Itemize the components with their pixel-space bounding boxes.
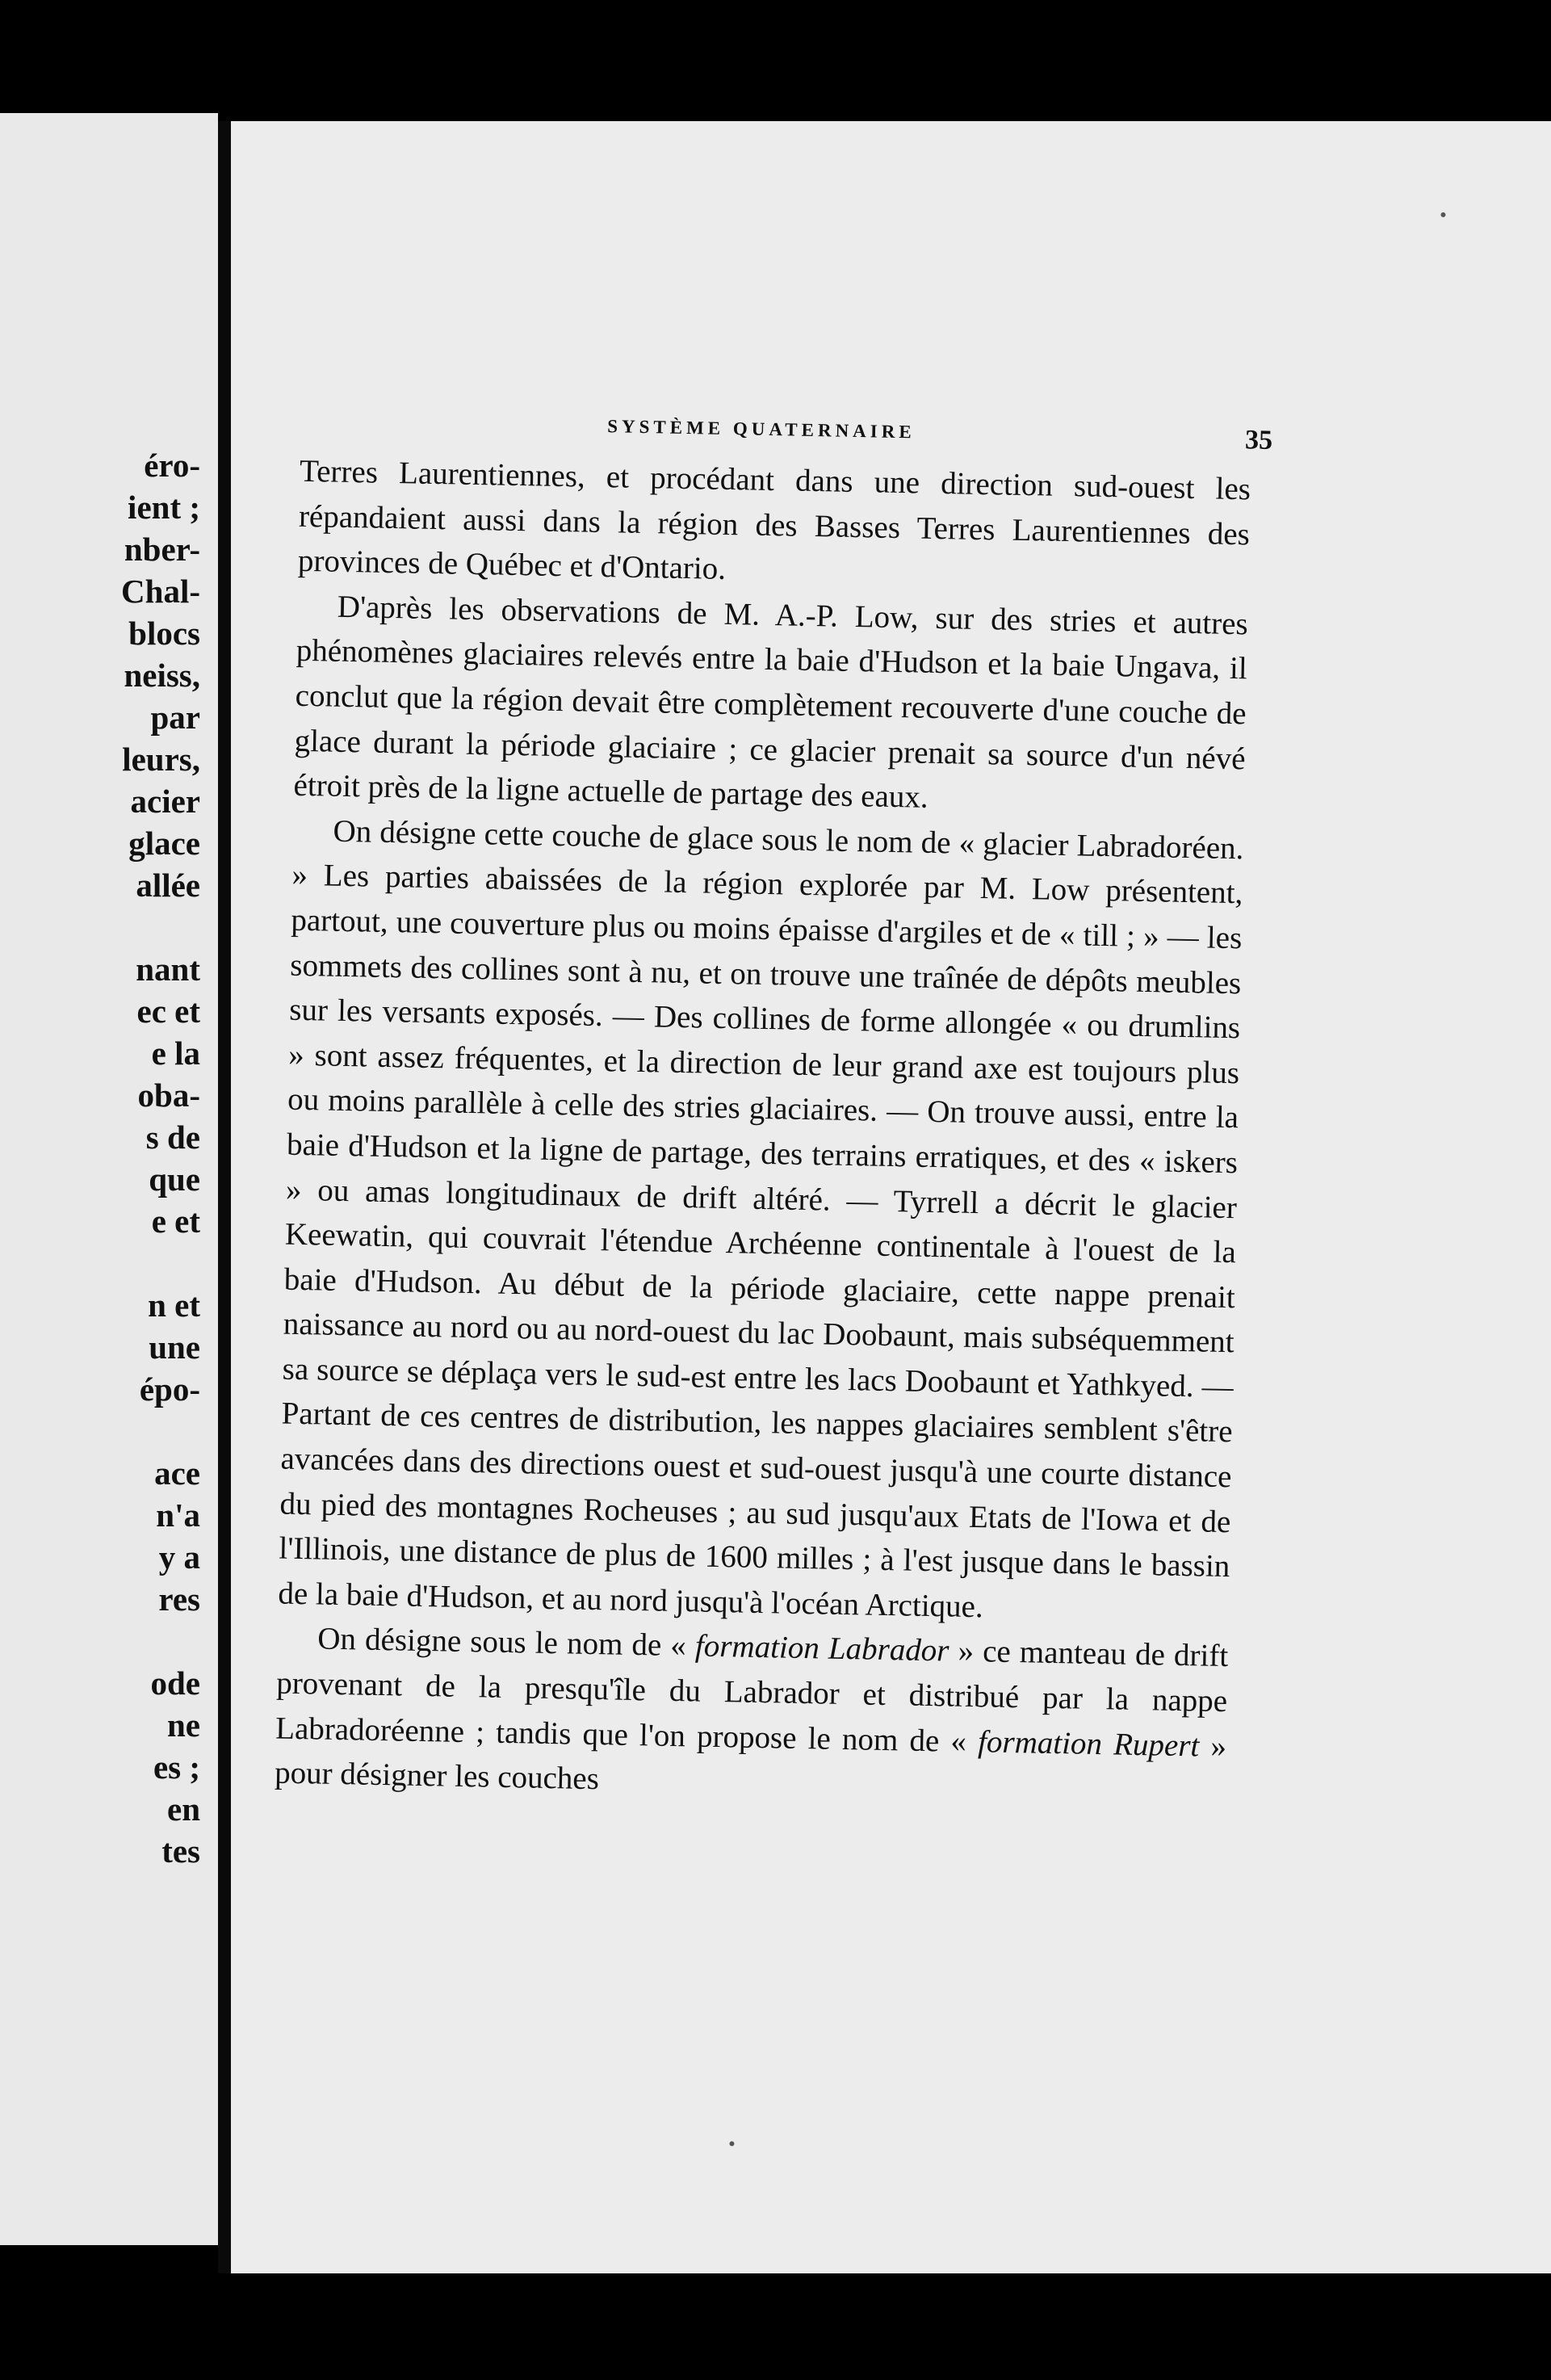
- left-page-fragment: [121, 1242, 200, 1284]
- left-page-fragment: n et: [148, 1287, 200, 1324]
- left-page-fragment: acier: [130, 783, 200, 820]
- left-page-fragment: neiss,: [124, 657, 200, 694]
- left-page-fragment: ient ;: [128, 489, 200, 526]
- right-page: [231, 121, 1551, 2273]
- paragraph-2: D'après les observations de M. A.-P. Low, sur des stries et autres phénomènes glaciaires relevés entre la baie d'Hudson et la baie Ungava, il conclut que la région devait être complètement recouverte d'une couche de glace durant la période glaciaire ; ce glacier prenait sa source d'un névé étroit près de la ligne actuelle de partage des eaux.: [293, 589, 1249, 815]
- text-body: [275, 449, 1251, 1814]
- page-number: 35: [1244, 425, 1273, 455]
- left-page-fragment: une: [149, 1329, 200, 1366]
- left-page-fragment: [121, 906, 200, 948]
- left-page-fragment: [121, 1620, 200, 1662]
- left-page-fragment: y a: [158, 1538, 200, 1576]
- left-page-fragment: glace: [128, 825, 200, 862]
- left-page-fragment: par: [150, 699, 200, 736]
- left-page: [0, 113, 218, 2245]
- left-page-fragment: res: [158, 1580, 200, 1618]
- running-head: SYSTÈME QUATERNAIRE: [607, 416, 916, 443]
- left-page-text-fragments: [121, 444, 200, 1872]
- left-page-fragment: Chal-: [121, 573, 200, 610]
- left-page-fragment: [121, 1410, 200, 1452]
- left-page-fragment: ace: [154, 1454, 200, 1492]
- paragraph-4: [275, 1616, 1229, 1814]
- left-page-fragment: que: [149, 1161, 200, 1198]
- paragraph-4-text-a: On désigne sous le nom de «: [316, 1621, 696, 1664]
- scan-speck: [1440, 212, 1445, 217]
- left-page-fragment: nber-: [124, 531, 200, 568]
- term-formation-rupert: formation Rupert: [977, 1723, 1200, 1764]
- left-page-fragment: n'a: [156, 1496, 200, 1534]
- left-page-fragment: s de: [145, 1119, 200, 1156]
- left-page-fragment: épo-: [139, 1370, 200, 1408]
- scan-speck: [729, 2141, 734, 2146]
- left-page-fragment: tes: [161, 1832, 200, 1870]
- left-page-fragment: ne: [167, 1706, 200, 1744]
- left-page-fragment: éro-: [144, 447, 200, 484]
- left-page-fragment: ec et: [136, 993, 200, 1030]
- left-page-fragment: en: [167, 1790, 200, 1828]
- left-page-fragment: e et: [151, 1203, 200, 1240]
- left-page-fragment: leurs,: [122, 741, 200, 778]
- page-content: [211, 109, 1551, 2286]
- left-page-fragment: es ;: [153, 1748, 200, 1786]
- term-formation-labrador: formation Labrador: [694, 1628, 949, 1669]
- paragraph-1: Terres Laurentiennes, et procédant dans une direction sud-ouest les répandaient aussi dans la région des Basses Terres Laurentiennes des provinces de Québec et d'Ontario.: [297, 453, 1251, 587]
- paragraph-4-text-c: » pour désigner les couches: [274, 1728, 1227, 1797]
- paragraph-3: On désigne cette couche de glace sous le nom de « glacier Labradoréen. » Les parties abaissées de la région explorée par M. Low présentent, partout, une couverture plus ou moins épaisse d'argiles et de « till ; » — les sommets des collines sont à nu, et on trouve une traînée de dépôts meubles sur les versants exposés. — Des collines de forme allongée « ou drumlins » sont assez fréquentes, et la direction de leur grand axe est toujours plus ou moins parallèle à celle des stries glaciaires. — On trouve aussi, entre la baie d'Hudson et la ligne de partage, des terrains erratiques, et des « iskers » ou amas longitudinaux de drift altéré. — Tyrrell a décrit le glacier Keewatin, qui couvrait l'étendue Archéenne continentale à l'ouest de la baie d'Hudson. Au début de la période glaciaire, cette nappe prenait naissance au nord ou au nord-ouest du lac Doobaunt, mais subséquemment sa source se déplaça vers le sud-est entre les lacs Doobaunt et Yathkyed. — Partant de ces centres de distribution, les nappes glaciaires semblent s'être avancées dans des directions ouest et sud-ouest jusqu'à une courte distance du pied des montagnes Rocheuses ; au sud jusqu'aux Etats de l'Iowa et de l'Illinois, une distance de plus de 1600 milles ; à l'est jusque dans le bassin de la baie d'Hudson, et au nord jusqu'à l'océan Arctique.: [278, 813, 1244, 1625]
- left-page-fragment: e la: [151, 1035, 200, 1072]
- left-page-fragment: oba-: [137, 1077, 200, 1114]
- left-page-fragment: ode: [150, 1664, 200, 1702]
- paragraph-4-text-b: » ce manteau de drift provenant de la presqu'île du Labrador et distribué par la nappe Labradoréenne ; tandis que l'on propose le nom de «: [275, 1633, 1229, 1759]
- left-page-fragment: allée: [136, 867, 200, 904]
- left-page-fragment: blocs: [128, 615, 200, 652]
- left-page-fragment: nant: [136, 951, 200, 988]
